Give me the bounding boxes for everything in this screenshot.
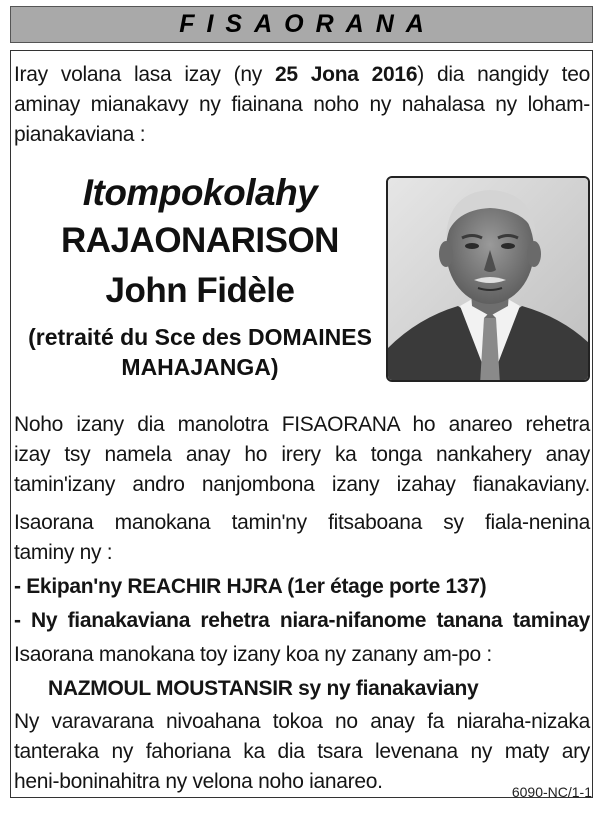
adopted-child-name: NAZMOUL MOUSTANSIR sy ny fianakaviany [48, 677, 479, 700]
body-line-7: Ny varavarana nivoahana tokoa no anay fa niaraha-nizaka [14, 710, 590, 733]
intro-text: ) dia nangidy teo [417, 63, 590, 86]
deceased-role-line-1: (retraité du Sce des DOMAINES [28, 324, 372, 350]
portrait-photo [386, 176, 590, 382]
deceased-title: Itompokolahy [82, 172, 318, 213]
death-date: 25 Jona 2016 [274, 63, 418, 86]
deceased-first-names: John Fidèle [105, 271, 295, 310]
deceased-surname: RAJAONARISON [61, 221, 339, 260]
intro-text: Iray volana lasa izay (ny [14, 63, 275, 86]
reference-code: 6090-NC/1-1 [511, 784, 592, 800]
deceased-role-line-2: MAHAJANGA) [121, 354, 279, 380]
body-line-8: tanteraka ny fahoriana ka dia tsara levenana ny maty ary [14, 740, 590, 763]
body-line-4: Isaorana manokana tamin'ny fitsaboana sy fiala-nenina [14, 511, 590, 534]
body-line-3: tamin'izany andro nanjombona izany izahay fianakaviany. [14, 473, 590, 496]
thanks-item-2: - Ny fianakaviana rehetra niara-nifanome tanana taminay [14, 609, 590, 632]
header-bar [10, 6, 593, 43]
notice-title: FISAORANA [179, 10, 436, 38]
deceased-name-block [10, 170, 390, 382]
body-line-9: heni-boninahitra ny velona noho ianareo. [14, 770, 383, 793]
body-line-1: Noho izany dia manolotra FISAORANA ho anareo rehetra [14, 413, 590, 436]
body-line-6: Isaorana manokana toy izany koa ny zanany am-po : [14, 643, 492, 666]
thanks-item-1: - Ekipan'ny REACHIR HJRA (1er étage porte 137) [14, 575, 487, 598]
intro-line-1 [14, 60, 590, 89]
intro-line-2: aminay mianakavy ny fiainana noho ny nahalasa ny loham- [14, 93, 590, 116]
intro-line-3: pianakaviana : [14, 123, 146, 146]
body-line-2: izay tsy namela anay ho irery ka tonga nankahery anay [14, 443, 590, 466]
body-line-5: taminy ny : [14, 541, 113, 564]
portrait-photo-icon [388, 178, 590, 382]
